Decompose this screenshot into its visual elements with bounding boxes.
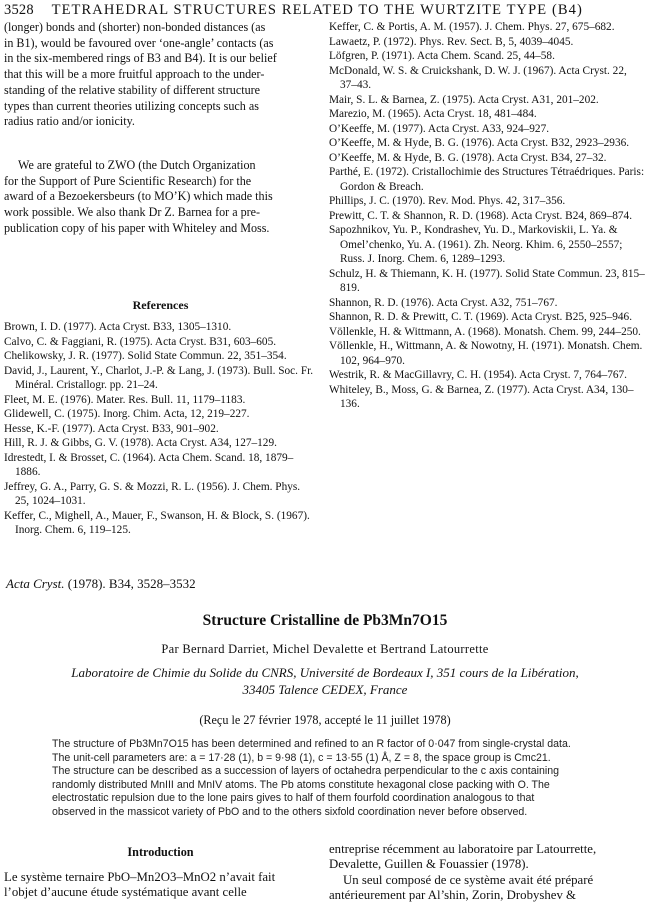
references-right — [329, 20, 646, 412]
reference: McDonald, W. S. & Cruickshank, D. W. J. (1967). Acta Cryst. 22, 37–43. — [329, 64, 627, 91]
abstract — [52, 738, 600, 820]
reference: Calvo, C. & Faggiani, R. (1975). Acta Cryst. B31, 603–605. — [4, 335, 277, 348]
reference: O’Keeffe, M. & Hyde, B. G. (1978). Acta Cryst. B34, 27–32. — [329, 151, 607, 164]
intro-line: entreprise récemment au laboratoire par Latourrette, — [329, 842, 597, 856]
reference: O’Keeffe, M. & Hyde, B. G. (1976). Acta Cryst. B32, 2923–2936. — [329, 137, 630, 149]
previous-article-conclusion — [4, 20, 317, 130]
reference: Parthé, E. (1972). Cristallochimie des Structures Tétraédriques. Paris: Gordon & Breach. — [329, 166, 645, 193]
reference: Prewitt, C. T. & Shannon, R. D. (1968). Acta Cryst. B24, 869–874. — [329, 209, 633, 222]
abstract-line: The unit-cell parameters are: a = 17·28 (1), b = 9·98 (1), c = 13·55 (1) Å, Z = 8, the space group is Cmc21. — [52, 751, 551, 764]
reference: Völlenkle, H. & Wittmann, A. (1968). Monatsh. Chem. 99, 244–250. — [329, 325, 641, 338]
reference: Chelikowsky, J. R. (1977). Solid State Commun. 22, 351–354. — [4, 350, 287, 362]
ack-line: work possible. We also thank Dr Z. Barnea for a pre- — [4, 205, 261, 220]
reference: Keffer, C. & Portis, A. M. (1957). J. Chem. Phys. 27, 675–682. — [329, 21, 615, 33]
reference: Löfgren, P. (1971). Acta Chem. Scand. 25, 44–58. — [329, 50, 555, 62]
introduction-right — [329, 842, 646, 904]
ack-line: We are grateful to ZWO (the Dutch Organization — [18, 158, 256, 172]
body-line: that this will be a more fruitful approach to the under- — [4, 67, 265, 82]
reference: Shannon, R. D. (1976). Acta Cryst. A32, 751–767. — [329, 296, 558, 309]
body-line: types than current theories utilizing concepts such as — [4, 98, 259, 113]
acknowledgements — [4, 158, 317, 237]
intro-line: antérieurement par Al’shin, Zorin, Drobyshev & — [329, 888, 576, 903]
reference: Shannon, R. D. & Prewitt, C. T. (1969). Acta Cryst. B25, 925–946. — [329, 311, 633, 323]
references-left — [4, 320, 317, 538]
reference: Hill, R. J. & Gibbs, G. V. (1978). Acta Cryst. A34, 127–129. — [4, 437, 277, 449]
reference: Völlenkle, H., Wittmann, A. & Nowotny, H. (1971). Monatsh. Chem. 102, 964–970. — [329, 340, 643, 367]
reference: Jeffrey, G. A., Parry, G. S. & Mozzi, R. L. (1956). J. Chem. Phys. 25, 1024–1031. — [4, 480, 301, 507]
article-title: Structure Cristalline de Pb3Mn7O15 — [202, 612, 448, 629]
reference: David, J., Laurent, Y., Charlot, J.-P. & Lang, J. (1973). Bull. Soc. Fr. Minéral. Cristallogr. pp. 21–24. — [4, 364, 314, 391]
abstract-line: The structure of Pb3Mn7O15 has been determined and refined to an R factor of 0·047 from single-crystal data. — [52, 738, 571, 750]
abstract-line: The structure can be described as a succession of layers of octahedra perpendicular to the c axis containing — [52, 765, 560, 778]
body-line: in the six-membered rings of B3 and B4). It is our belief — [4, 51, 277, 66]
reference: Idrestedt, I. & Brosset, C. (1964). Acta Chem. Scand. 18, 1879–1886. — [4, 451, 294, 478]
reference: Marezio, M. (1965). Acta Cryst. 18, 481–484. — [329, 108, 537, 120]
reference: Phillips, J. C. (1970). Rev. Mod. Phys. 42, 317–356. — [329, 195, 566, 207]
reference: Brown, I. D. (1977). Acta Cryst. B33, 1305–1310. — [4, 321, 232, 333]
references-heading: References — [132, 298, 189, 312]
introduction-heading: Introduction — [127, 845, 194, 859]
body-line: in B1), would be favoured over ‘one-angle’ contacts (as — [4, 35, 274, 50]
citation-details: (1978). B34, 3528–3532 — [67, 576, 196, 591]
intro-line: Devalette, Guillen & Fouassier (1978). — [329, 857, 529, 872]
article-authors: Par Bernard Darriet, Michel Devalette et Bertrand Latourrette — [161, 642, 489, 656]
reference: Fleet, M. E. (1976). Mater. Res. Bull. 11, 1179–1183. — [4, 393, 246, 406]
citation-journal: Acta Cryst. — [6, 576, 65, 591]
introduction-left — [4, 870, 317, 901]
received-dates: (Reçu le 27 février 1978, accepté le 11 juillet 1978) — [199, 713, 451, 727]
body-line: (longer) bonds and (shorter) non-bonded distances (as — [4, 20, 266, 34]
article-citation — [6, 576, 196, 592]
abstract-line: electrostatic repulsion due to the lone pairs gives to half of them fourfold coordination analogous to that — [52, 792, 535, 805]
intro-line: Un seul composé de ce système avait été préparé — [343, 872, 594, 887]
body-line: radius ratio and/or ionicity. — [4, 114, 135, 129]
ack-line: for the Support of Pure Scientific Research) for the — [4, 173, 252, 188]
affiliation-line: 33405 Talence CEDEX, France — [242, 682, 408, 697]
affiliation-line: Laboratoire de Chimie du Solide du CNRS, Université de Bordeaux I, 351 cours de la Libération, — [71, 665, 579, 680]
body-line: standing of the relative stability of different structure — [4, 82, 261, 97]
running-title: TETRAHEDRAL STRUCTURES RELATED TO THE WURTZITE TYPE (B4) — [51, 2, 583, 18]
reference: Hesse, K.-F. (1977). Acta Cryst. B33, 901–902. — [4, 422, 219, 435]
reference: Whiteley, B., Moss, G. & Barnea, Z. (1977). Acta Cryst. A34, 130–136. — [329, 383, 634, 410]
intro-line: Le système ternaire PbO–Mn2O3–MnO2 n’avait fait — [4, 870, 276, 884]
page-number: 3528 — [4, 2, 34, 18]
reference: Mair, S. L. & Barnea, Z. (1975). Acta Cryst. A31, 201–202. — [329, 93, 599, 106]
reference: Glidewell, C. (1975). Inorg. Chim. Acta, 12, 219–227. — [4, 408, 250, 420]
author-affiliation — [30, 664, 620, 698]
ack-line: publication copy of his paper with Whiteley and Moss. — [4, 220, 270, 235]
reference: Lawaetz, P. (1972). Phys. Rev. Sect. B, 5, 4039–4045. — [329, 35, 574, 48]
abstract-line: randomly distributed MnIII and MnIV atoms. The Pb atoms constitute hexagonal close packing with O. The — [52, 778, 550, 791]
reference: Keffer, C., Mighell, A., Mauer, F., Swanson, H. & Block, S. (1967). Inorg. Chem. 6, 119–125. — [4, 509, 310, 536]
ack-line: award of a Bezoekersbeurs (to MO’K) which made this — [4, 189, 273, 204]
reference: Westrik, R. & MacGillavry, C. H. (1954). Acta Cryst. 7, 764–767. — [329, 369, 628, 381]
reference: Schulz, H. & Thiemann, K. H. (1977). Solid State Commun. 23, 815–819. — [329, 267, 645, 294]
reference: O’Keeffe, M. (1977). Acta Cryst. A33, 924–927. — [329, 122, 550, 135]
abstract-line: observed in the massicot variety of PbO and to the others sixfold coordination never before observed. — [52, 805, 528, 818]
intro-line: l’objet d’aucune étude systématique avant celle — [4, 885, 247, 900]
reference: Sapozhnikov, Yu. P., Kondrashev, Yu. D., Markoviskii, L. Ya. & Omel’chenko, Yu. A. (1961). Zh. Neorg. Khim. 6, 2550–2557; Russ. J. Inorg. Chem. 6, 1289–1293. — [329, 224, 623, 265]
running-head — [4, 2, 646, 19]
